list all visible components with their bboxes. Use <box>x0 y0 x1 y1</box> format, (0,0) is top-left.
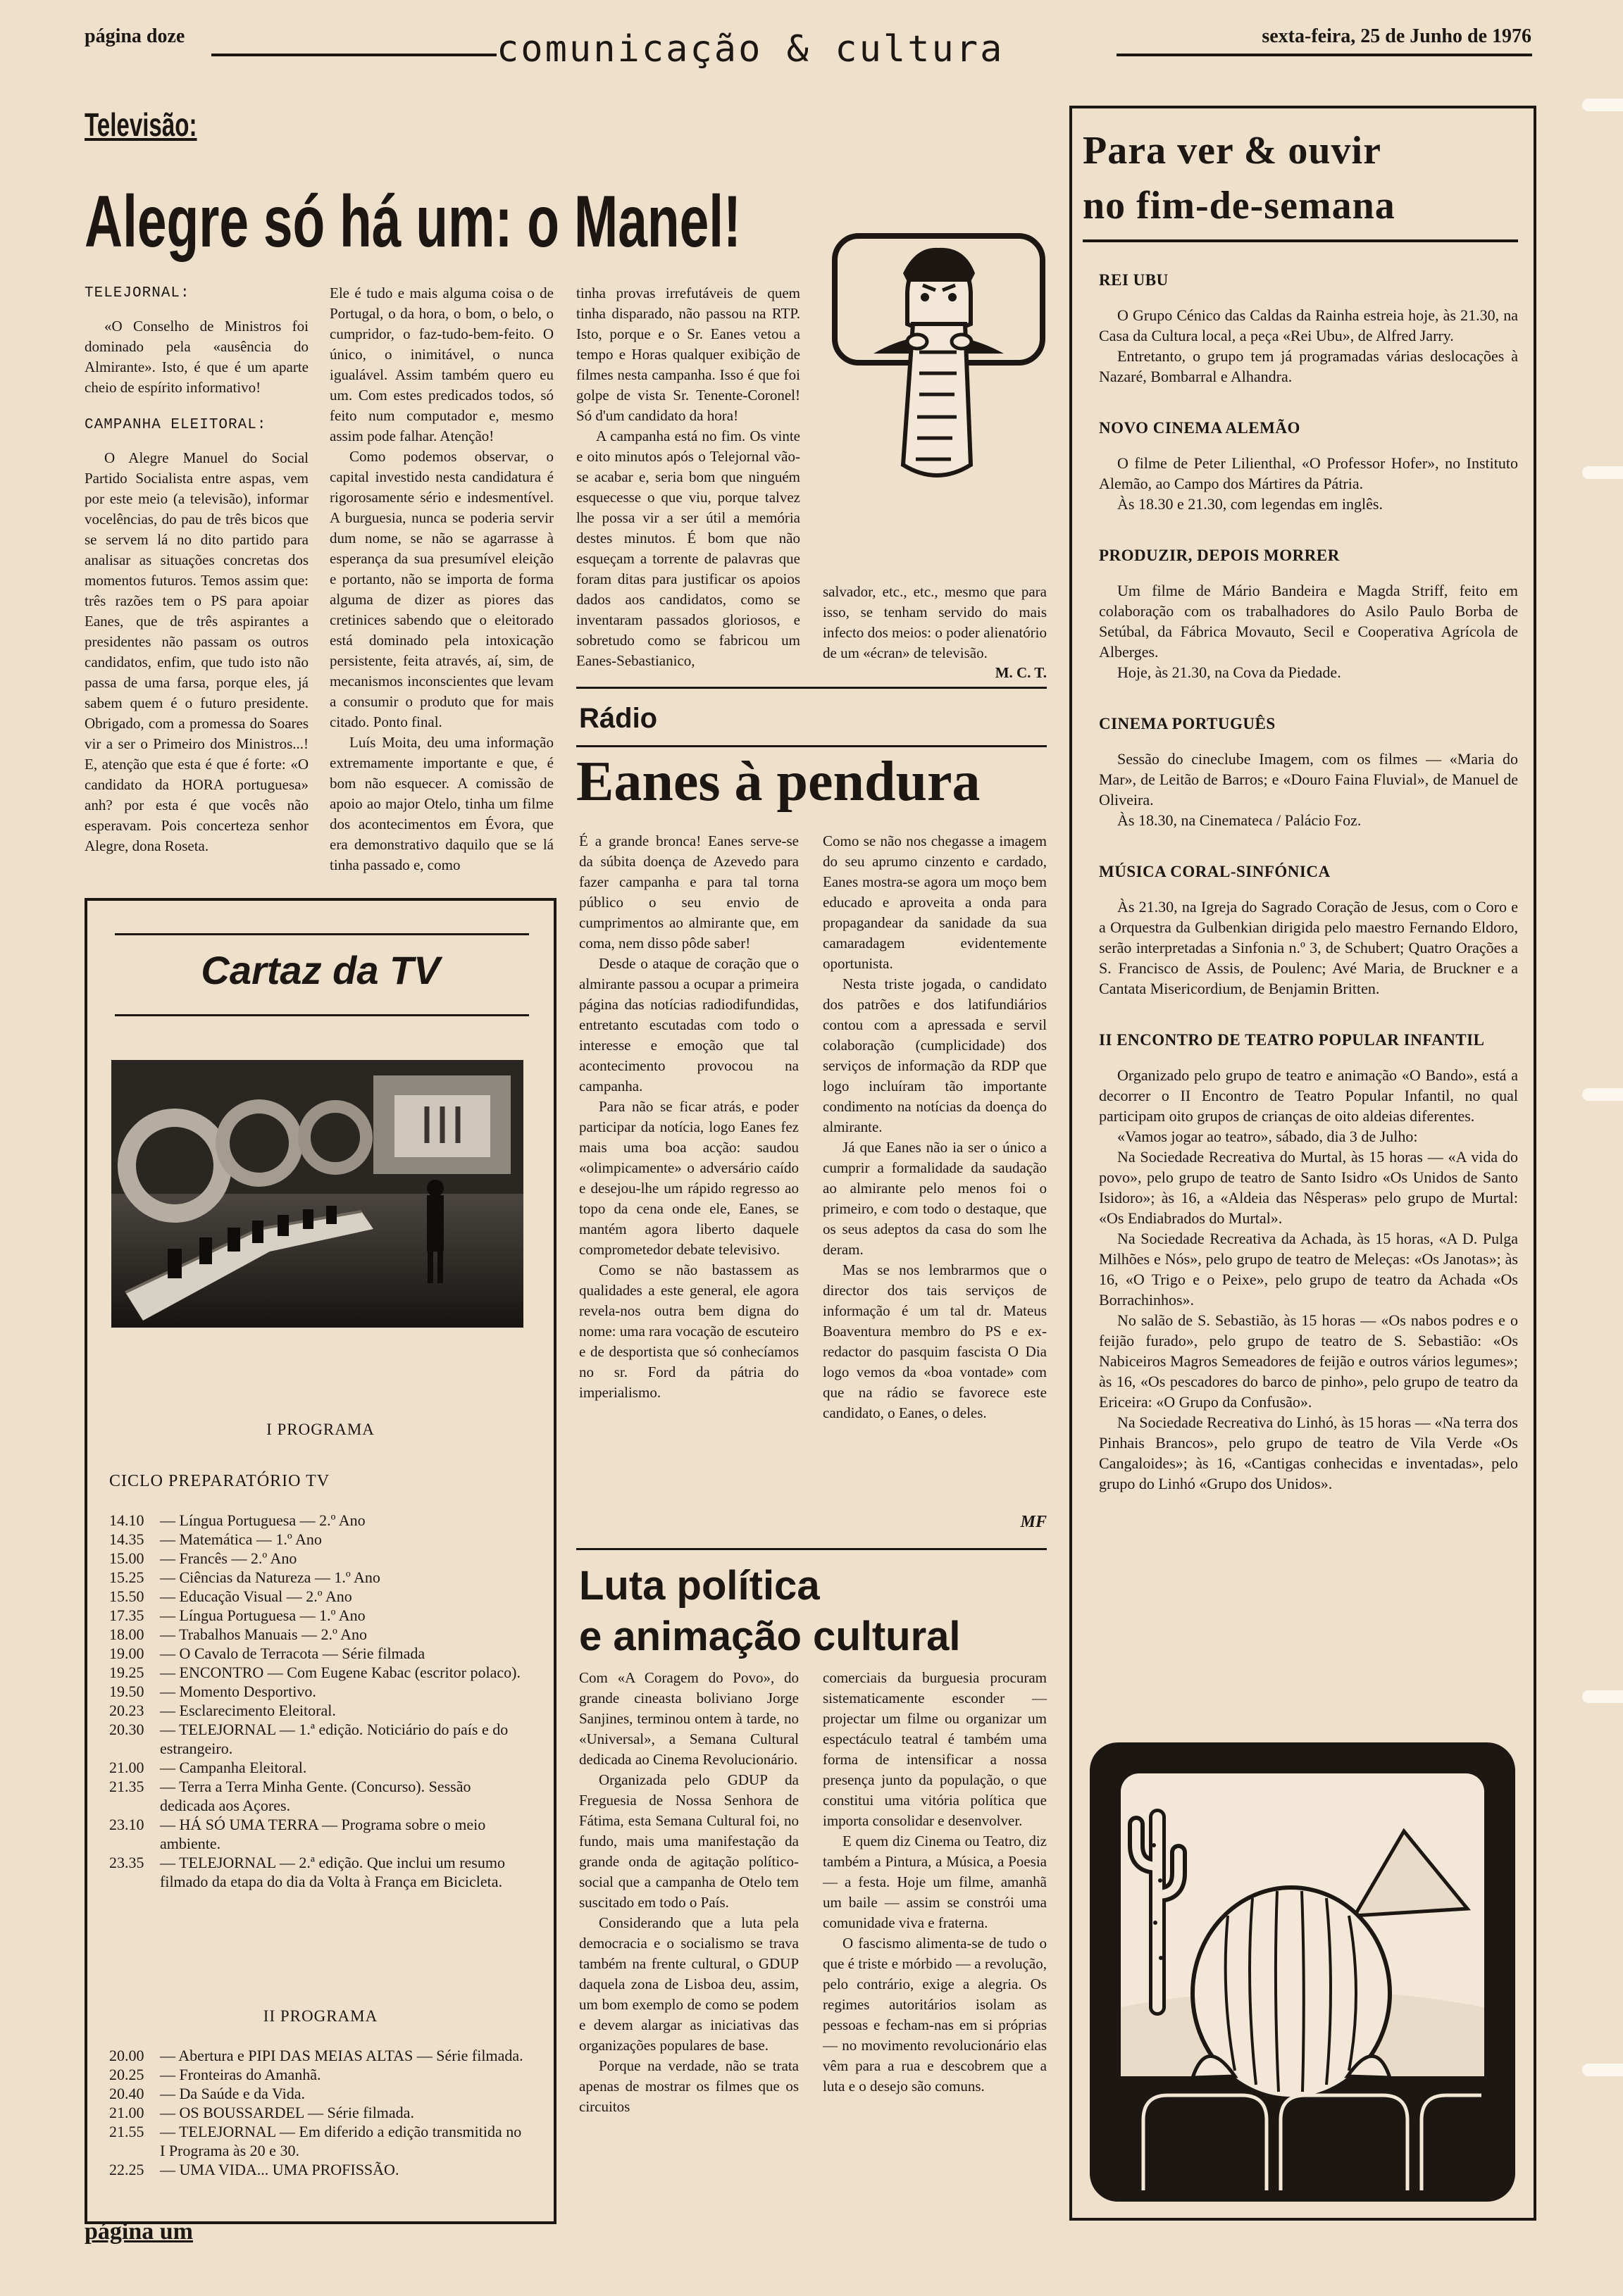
schedule-time: 20.00 <box>109 2047 144 2064</box>
schedule-time: 17.35 <box>109 1606 144 1624</box>
tv-studio-photo <box>111 1060 523 1328</box>
program2-schedule <box>109 2046 528 2179</box>
punch-hole-5 <box>1582 2064 1623 2076</box>
paragraph: Com «A Coragem do Povo», do grande cineasta boliviano Jorge Sanjines, terminou ontem à tarde, no «Universal», a Semana Cultural dedicada ao Cinema Revolucionário. <box>579 1669 799 1768</box>
subheading: CAMPANHA ELEITORAL: <box>85 417 267 433</box>
paragraph: A campanha está no fim. Os vinte e oito minutos após o Telejornal vão-se acabar e, seria bom que ninguém esquecesse o que viu, porque talvez lhe possa vir a ser útil a memória destes minutos. É bom que não esqueçam a torrente de palavras que foram ditas para justificar os apoios dados aos candidatos, como se inventaram passados gloriosos, e sobretudo como se fabricou um Eanes-Sebastianico, <box>576 428 800 669</box>
schedule-description: — Fronteiras do Amanhã. <box>160 2066 321 2083</box>
schedule-description: — Abertura e PIPI DAS MEIAS ALTAS — Série filmada. <box>160 2047 523 2064</box>
schedule-row <box>109 1587 528 1606</box>
schedule-row <box>109 1777 528 1815</box>
weekend-section-title: MÚSICA CORAL-SINFÓNICA <box>1099 863 1331 880</box>
paragraph: Como se não bastassem as qualidades a este general, ele agora revela-nos outra bem digna do nome: uma rara vocação de escuteiro e de desportista que só conhecíamos no sr. Ford da pátria do imperialismo. <box>579 1261 799 1401</box>
schedule-description: — O Cavalo de Terracota — Série filmada <box>160 1645 425 1662</box>
schedule-time: 18.00 <box>109 1626 144 1643</box>
schedule-description: — Momento Desportivo. <box>160 1683 316 1700</box>
schedule-time: 15.50 <box>109 1587 144 1605</box>
punch-hole-3 <box>1582 1088 1623 1101</box>
paragraph: E quem diz Cinema ou Teatro, diz também a Pintura, a Música, a Poesia — a festa. Hoje um filme, amanhã um baile — assim se constrói uma comunidade viva e fraterna. <box>823 1833 1047 1931</box>
culture-col2 <box>823 1668 1047 2097</box>
schedule-time: 15.00 <box>109 1549 144 1567</box>
issue-date: sexta-feira, 25 de Junho de 1976 <box>1262 25 1531 47</box>
header-rule-right <box>1117 54 1532 56</box>
schedule-time: 20.25 <box>109 2066 144 2083</box>
weekend-section-title: CINEMA PORTUGUÊS <box>1099 715 1276 732</box>
schedule-description: — Francês — 2.º Ano <box>160 1549 297 1567</box>
footer-page-label: página um <box>85 2219 193 2245</box>
radio-headline: Eanes à pendura <box>576 751 981 813</box>
schedule-row <box>109 2046 528 2065</box>
paragraph: «O Conselho de Ministros foi dominado pela «ausência do Almirante». Isto, é que é um aparte cheio de espírito informativo! <box>85 318 309 396</box>
subheading: TELEJORNAL: <box>85 285 190 301</box>
weekend-section-title: REI UBU <box>1099 271 1169 289</box>
weekend-section-text <box>1099 305 1518 387</box>
schedule-time: 22.25 <box>109 2161 144 2178</box>
schedule-description: — Esclarecimento Eleitoral. <box>160 1702 336 1719</box>
schedule-row <box>109 1682 528 1701</box>
culture-headline-line1: Luta política <box>579 1563 820 1609</box>
schedule-time: 21.00 <box>109 1759 144 1776</box>
schedule-description: — Ciências da Natureza — 1.º Ano <box>160 1568 380 1586</box>
paragraph: Um filme de Mário Bandeira e Magda Striff, feito em colaboração com os trabalhadores do Asilo Paulo Borba de Setúbal, da Fábrica Movauto, Secil e Cooperativa Agrícola de Alberges. <box>1099 582 1518 661</box>
paragraph: Às 21.30, na Igreja do Sagrado Coração de Jesus, com o Coro e a Orquestra da Gulbenkian dirigida pelo maestro Fernando Eldoro, serão interpretadas a Sinfonia n.º 3, de Schubert; Quatro Orações a S. Francisco de Assis, de Poulenc; Avé Maria, de Bruckner e a Cantata Misericordium, de Benjamin Britten. <box>1099 898 1518 997</box>
radio-kicker-rule <box>576 745 1047 747</box>
paragraph: Na Sociedade Recreativa da Achada, às 15 horas, «A D. Pulga Milhões e Nós», pelo grupo de teatro de Meleças: «Os Janotas»; às 16, «O Trigo e o Peixe», pelo grupo de teatro da Achada «Os Borrachinhos». <box>1099 1230 1518 1309</box>
paragraph: Nesta triste jogada, o candidato dos patrões e dos latifundiários contou com a apressada e servil colaboração (cumplicidade) dos serviços de informação da RDP que logo incluíram tão importante condimento na notícias da doença do almirante. <box>823 975 1047 1135</box>
schedule-time: 19.00 <box>109 1645 144 1662</box>
schedule-row <box>109 2122 528 2160</box>
paragraph: É a grande bronca! Eanes serve-se da súbita doença de Azevedo para fazer campanha e para tal torna público o seu envio de cumprimentos ao almirante que, em coma, nem disso pôde saber! <box>579 832 799 952</box>
schedule-time: 20.23 <box>109 1702 144 1719</box>
weekend-title-rule <box>1083 239 1518 242</box>
paragraph: Porque na verdade, não se trata apenas de mostrar os filmes que os circuitos <box>579 2057 799 2115</box>
tv-col3 <box>576 283 800 671</box>
radio-bottom-rule <box>576 1548 1047 1550</box>
paragraph: «Vamos jogar ao teatro», sábado, dia 3 de Julho: <box>1117 1128 1418 1145</box>
weekend-sections <box>1099 250 1518 1494</box>
schedule-description: — Campanha Eleitoral. <box>160 1759 307 1776</box>
paragraph: Considerando que a luta pela democracia e o socialismo se trava também na frente cultural, o GDUP daquela zona de Lisboa deu, assim, um bom exemplo de como se podem e devem alargar as iniciativas das organizações populares de base. <box>579 1914 799 2054</box>
paragraph: O filme de Peter Lilienthal, «O Professor Hofer», no Instituto Alemão, ao Campo dos Mártires da Pátria. <box>1099 454 1518 492</box>
tv-listings-top-rule <box>115 933 529 935</box>
schedule-row <box>109 1853 528 1891</box>
radio-col2 <box>823 831 1047 1423</box>
paragraph: No salão de S. Sebastião, às 15 horas — «Os nabos podres e o feijão furado», pelo grupo de teatro de S. Sebastião: «Os Nabiceiros Magros Semeadores de feijão e outros vários legumes»; às 16, «Os pescadores do barco de pinho», pelo grupo de teatro da Ericeira: «O Grupo da Confusão». <box>1099 1311 1518 1411</box>
weekend-title-line2: no fim-de-semana <box>1083 184 1395 227</box>
schedule-time: 14.35 <box>109 1530 144 1548</box>
paragraph: Entretanto, o grupo tem já programadas várias deslocações à Nazaré, Bombarral e Alhandra. <box>1099 347 1518 385</box>
tv-kicker: Televisão: <box>85 106 197 143</box>
weekend-section-title: PRODUZIR, DEPOIS MORRER <box>1099 547 1340 564</box>
culture-headline-line2: e animação cultural <box>579 1614 961 1659</box>
schedule-description: — Língua Portuguesa — 1.º Ano <box>160 1606 366 1624</box>
weekend-section-text <box>1099 1065 1518 1494</box>
paragraph: O Alegre Manuel do Social Partido Socialista entre aspas, vem por este meio (a televisão), informar vocelências, do pau de três bicos que se servem lá no dito partido para analisar as situações concretas dos momentos futuros. Temos assim que: três razões tem o PS para apoiar Eanes, que de três aspirantes a presidentes não passam os outros candidatos, enfim, que tudo isto não passa de uma farsa, porque eles, já sabem quem é o futuro presidente. Obrigado, com a promessa do Soares vir a ser o Primeiro dos Ministros...! E, atenção que esta é que é forte: «O candidato da HORA portuguesa» anh? por esta é que vocês não esperavam. Pois concerteza senhor Alegre, dona Roseta. <box>85 449 309 854</box>
culture-col1 <box>579 1668 799 2117</box>
tv-cartoon-illustration <box>1087 1740 1518 2204</box>
schedule-row <box>109 1720 528 1758</box>
radio-col1 <box>579 831 799 1403</box>
schedule-time: 21.35 <box>109 1778 144 1795</box>
paragraph: Para não se ficar atrás, e poder participar da notícia, logo Eanes fez mais uma boa acção: saudou «olimpicamente» o adversário caído e desejou-lhe um rápido regresso ao topo da cena onde ele, Eanes, se mantém agora liberto daquele comprometedor debate televisivo. <box>579 1098 799 1258</box>
schedule-row <box>109 1606 528 1625</box>
schedule-row <box>109 1511 528 1530</box>
paragraph: O Grupo Cénico das Caldas da Rainha estreia hoje, às 21.30, na Casa da Cultura local, a peça «Rei Ubu», de Alfred Jarry. <box>1099 306 1518 344</box>
radio-signature: MF <box>1020 1513 1047 1531</box>
tv-listings-title-rule <box>115 1014 529 1016</box>
schedule-description: — Língua Portuguesa — 2.º Ano <box>160 1511 366 1529</box>
schedule-row <box>109 2160 528 2179</box>
schedule-row <box>109 1625 528 1644</box>
schedule-description: — Terra a Terra Minha Gente. (Concurso). Sessão dedicada aos Açores. <box>160 1778 471 1814</box>
schedule-row <box>109 1815 528 1853</box>
header-rule-left <box>211 54 497 56</box>
schedule-row <box>109 1644 528 1663</box>
schedule-description: — Trabalhos Manuais — 2.º Ano <box>160 1626 368 1643</box>
paragraph: Mas se nos lembrarmos que o director dos tais serviços de informação é um tal dr. Mateus Boaventura membro do PS e ex-redactor do pasquim fascista O Dia logo vemos da «boa vontade» com que na rádio se favorece este candidato, o Eanes, o deles. <box>823 1261 1047 1421</box>
paragraph: Às 18.30 e 21.30, com legendas em inglês. <box>1117 495 1383 513</box>
weekend-section-title: NOVO CINEMA ALEMÃO <box>1099 419 1300 437</box>
paragraph: Às 18.30, na Cinemateca / Palácio Foz. <box>1117 811 1362 829</box>
schedule-row <box>109 1663 528 1682</box>
weekend-section-text <box>1099 897 1518 999</box>
schedule-row <box>109 1530 528 1549</box>
schedule-description: — TELEJORNAL — 1.ª edição. Noticiário do país e do estrangeiro. <box>160 1721 509 1757</box>
paragraph: Já que Eanes não ia ser o único a cumprir a formalidade da saudação ao almirante pelo menos foi o primeiro, e com todo o destaque, que os seus adeptos da casa do som lhe deram. <box>823 1139 1047 1258</box>
schedule-description: — Educação Visual — 2.º Ano <box>160 1587 352 1605</box>
schedule-description: — HÁ SÓ UMA TERRA — Programa sobre o meio ambiente. <box>160 1816 486 1852</box>
paragraph: Organizada pelo GDUP da Freguesia de Nossa Senhora de Fátima, esta Semana Cultural foi, no fundo, mais uma manifestação da grande onda de agitação político-social que a campanha de Otelo tem suscitado em todo o País. <box>579 1771 799 1911</box>
tv-col1 <box>85 283 309 856</box>
weekend-section-text <box>1099 453 1518 514</box>
paragraph: Como se não nos chegasse a imagem do seu aprumo cinzento e cardado, Eanes mostra-se agora um moço bem educado e aproveita a onda para propagandear da sanidade da sua camaradagem evidentemente oportunista. <box>823 832 1047 972</box>
paragraph: Na Sociedade Recreativa do Linhó, às 15 horas — «Na terra dos Pinhais Brancos», pelo grupo de teatro de Vila Verde «Os Cangaloides»; às 16, «Cantigas conhecidas e inventadas», pelo grupo do Linhó «Grupo dos Unidos». <box>1099 1414 1518 1492</box>
schedule-row <box>109 2084 528 2103</box>
page-number-label: página doze <box>85 25 185 47</box>
schedule-row <box>109 2065 528 2084</box>
tv-col4: salvador, etc., etc., mesmo que para isso, se tenham servido do mais infecto dos meios: o poder alienatório de um «écran» de televisão. <box>823 583 1047 661</box>
schedule-time: 21.00 <box>109 2104 144 2121</box>
schedule-description: — Matemática — 1.º Ano <box>160 1530 322 1548</box>
schedule-row <box>109 1549 528 1568</box>
schedule-row <box>109 1758 528 1777</box>
program1-schedule <box>109 1511 528 1891</box>
schedule-row <box>109 2103 528 2122</box>
paragraph: Ele é tudo e mais alguma coisa o de Portugal, o da hora, o bom, o belo, o cumpridor, o faz-tudo-bem-feito. O único, o inimitável, o nunca igualável. Assim também quero eu um. Com estes predicados todos, só feito num computador e, mesmo assim pode falhar. Atenção! <box>330 285 554 444</box>
paragraph: Desde o ataque de coração que o almirante passou a ocupar a primeira página das notícias radiodifundidas, entretanto escutadas com todo o interesse e emoção que tal acontecimento provocou na campanha. <box>579 955 799 1094</box>
paragraph: comerciais da burguesia procuram sistematicamente esconder — projectar um filme ou organizar um espectáculo teatral é também uma forma de intensificar a nossa presença junto da população, o que constitui uma vitória política que importa consolidar e desenvolver. <box>823 1669 1047 1829</box>
schedule-description: — UMA VIDA... UMA PROFISSÃO. <box>160 2161 399 2178</box>
schedule-description: — OS BOUSSARDEL — Série filmada. <box>160 2104 414 2121</box>
weekend-section-text <box>1099 749 1518 830</box>
schedule-row <box>109 1568 528 1587</box>
radio-kicker: Rádio <box>579 703 658 734</box>
paragraph: Luís Moita, deu uma informação extremamente importante e que, é bom não esquecer. A comissão de apoio ao major Otelo, tinha um filme dos acontecimentos em Évora, que era demonstrativo daquilo que se lá tinha passado e, como <box>330 734 554 873</box>
paragraph: Organizado pelo grupo de teatro e animação «O Bando», está a decorrer o II Encontro de Teatro Popular Infantil, no qual participam oito grupos de crianças de oito aldeias diferentes. <box>1099 1066 1518 1125</box>
punch-hole-4 <box>1582 1690 1623 1703</box>
program1-subtitle: CICLO PREPARATÓRIO TV <box>109 1472 330 1490</box>
tv-article-bottom-rule <box>576 687 1047 689</box>
paragraph: tinha provas irrefutáveis de quem tinha disparado, não passou na RTP. Isto, porque e o Sr. Eanes vetou a tempo e Horas qualquer exibição de filmes nesta campanha. Isso é que foi golpe de vista Sr. Tenente-Coronel! Só d'um candidato da hora! <box>576 285 800 424</box>
punch-hole-2 <box>1582 466 1623 479</box>
weekend-title-line1: Para ver & ouvir <box>1083 129 1381 173</box>
program2-title: II PROGRAMA <box>263 2007 378 2025</box>
schedule-description: — TELEJORNAL — 2.ª edição. Que inclui um resumo filmado da etapa do dia da Volta à França em Bicicleta. <box>160 1854 505 1890</box>
schedule-time: 14.10 <box>109 1511 144 1529</box>
schedule-time: 20.40 <box>109 2085 144 2102</box>
schedule-time: 21.55 <box>109 2123 144 2140</box>
cartoon-illustration <box>831 232 1046 493</box>
paragraph: Na Sociedade Recreativa do Murtal, às 15 horas — «A vida do povo», pelo grupo de teatro de Santo Isidro «Os Unidos de Santo Isidoro»; às 16, a «Aldeia das Nêsperas» pelo grupo de Murtal: «Os Endiabrados do Murtal». <box>1099 1148 1518 1227</box>
tv-headline: Alegre só há um: o Manel! <box>85 181 741 263</box>
schedule-time: 20.30 <box>109 1721 144 1738</box>
paragraph: O fascismo alimenta-se de tudo o que é triste e mórbido — a revolução, pelo contrário, exige a alegria. Os regimes autoritários isolam as pessoas e fecham-nas em si próprias — no movimento revolucionário elas vêm para a rua e descobrem que a luta e o desejo são comuns. <box>823 1935 1047 2095</box>
schedule-time: 15.25 <box>109 1568 144 1586</box>
tv-listings-title: Cartaz da TV <box>201 948 440 992</box>
program1-title: I PROGRAMA <box>266 1421 375 1438</box>
paragraph: Como podemos observar, o capital investido nesta candidatura é rigorosamente sério e indesmentível. A burguesia, nunca se poderia servir dum nome, se não se agarrasse à esperança da sua presumível eleição e portanto, não se importa de forma alguma de dizer as piores das cretinices sabendo que o eleitorado está dominado pela intoxicação persistente, feita através, aí, sim, de mecanismos inconscientes que levam a consumir o produto que for mais citado. Ponto final. <box>330 448 554 730</box>
schedule-time: 19.50 <box>109 1683 144 1700</box>
schedule-description: — ENCONTRO — Com Eugene Kabac (escritor polaco). <box>160 1664 521 1681</box>
schedule-description: — TELEJORNAL — Em diferido a edição transmitida no I Programa às 20 e 30. <box>160 2123 522 2159</box>
section-title: comunicação & cultura <box>497 28 1005 70</box>
schedule-time: 23.35 <box>109 1854 144 1871</box>
schedule-time: 23.10 <box>109 1816 144 1833</box>
tv-col2 <box>330 283 554 875</box>
punch-hole-1 <box>1582 99 1623 111</box>
weekend-section-title: II ENCONTRO DE TEATRO POPULAR INFANTIL <box>1099 1031 1485 1049</box>
paragraph: Hoje, às 21.30, na Cova da Piedade. <box>1117 663 1341 681</box>
weekend-section-text <box>1099 580 1518 682</box>
schedule-row <box>109 1701 528 1720</box>
schedule-time: 19.25 <box>109 1664 144 1681</box>
paragraph: Sessão do cineclube Imagem, com os filmes — «Maria do Mar», de Leitão de Barros; e «Douro Faina Fluvial», de Manuel de Oliveira. <box>1099 750 1518 809</box>
tv-signature: M. C. T. <box>995 664 1047 681</box>
schedule-description: — Da Saúde e da Vida. <box>160 2085 305 2102</box>
